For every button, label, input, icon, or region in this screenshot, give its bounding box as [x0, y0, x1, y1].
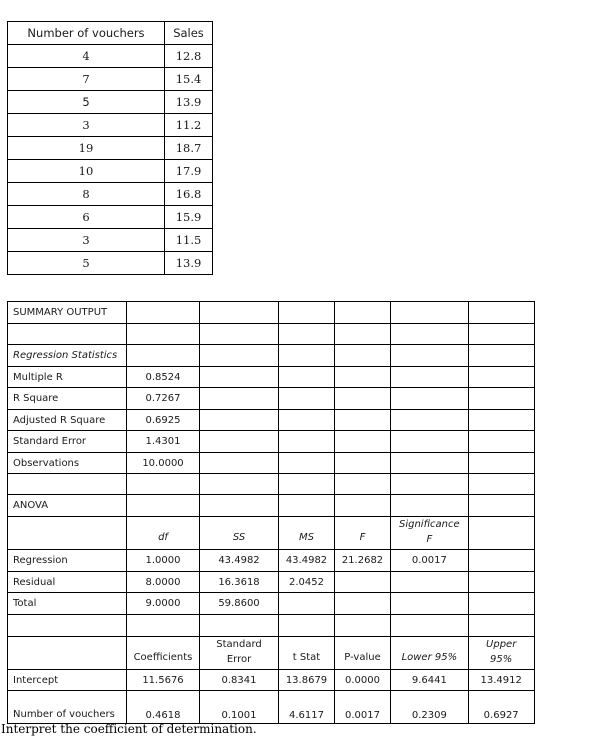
coefficient-row — [8, 691, 535, 724]
vouchers-cell: 3 — [8, 229, 165, 252]
table-row — [8, 183, 213, 206]
coef-t-stat: 4.6117 — [279, 691, 335, 724]
sales-cell: 15.4 — [165, 68, 213, 91]
stat-row — [8, 367, 535, 388]
sales-cell: 11.5 — [165, 229, 213, 252]
stat-row — [8, 388, 535, 410]
anova-df: 9.0000 — [127, 593, 200, 615]
coef-header-upper-95: Upper 95% — [468, 637, 534, 670]
sales-cell: 12.8 — [165, 45, 213, 68]
sales-cell: 15.9 — [165, 206, 213, 229]
vouchers-sales-table — [7, 21, 213, 275]
stat-value: 0.7267 — [127, 388, 200, 410]
sales-cell: 18.7 — [165, 137, 213, 160]
table-row — [8, 45, 213, 68]
anova-ss: 43.4982 — [200, 550, 279, 572]
vouchers-cell: 19 — [8, 137, 165, 160]
vouchers-cell: 4 — [8, 45, 165, 68]
coefficients-header-row — [8, 637, 535, 670]
coef-standard-error: 0.8341 — [200, 670, 279, 691]
table-row — [8, 91, 213, 114]
sales-cell: 13.9 — [165, 91, 213, 114]
sales-cell: 16.8 — [165, 183, 213, 206]
anova-header-df: df — [127, 517, 200, 550]
coef-header-t-stat: t Stat — [279, 637, 335, 670]
coef-header-coefficients: Coefficients — [127, 637, 200, 670]
coef-header-standard-error: Standard Error — [200, 637, 279, 670]
regression-statistics-label: Regression Statistics — [8, 345, 127, 367]
anova-title-row — [8, 495, 535, 517]
blank-row — [8, 615, 535, 637]
coef-row-label: Intercept — [8, 670, 127, 691]
anova-df: 1.0000 — [127, 550, 200, 572]
coef-t-stat: 13.8679 — [279, 670, 335, 691]
anova-df: 8.0000 — [127, 572, 200, 593]
vouchers-cell: 6 — [8, 206, 165, 229]
coef-upper-95: 0.6927 — [468, 691, 534, 724]
anova-header-ss: SS — [200, 517, 279, 550]
stat-row — [8, 410, 535, 431]
anova-f: 21.2682 — [335, 550, 391, 572]
stat-value: 1.4301 — [127, 431, 200, 453]
coef-lower-95: 0.2309 — [391, 691, 469, 724]
coef-header-p-value: P-value — [335, 637, 391, 670]
anova-row — [8, 593, 535, 615]
table-row — [8, 114, 213, 137]
stat-value: 0.6925 — [127, 410, 200, 431]
question-text: Interpret the coefficient of determination. — [1, 722, 257, 736]
coef-value: 0.4618 — [127, 691, 200, 724]
table-row — [8, 137, 213, 160]
anova-ms: 2.0452 — [279, 572, 335, 593]
blank-row — [8, 324, 535, 345]
stat-label: Standard Error — [8, 431, 127, 453]
sales-cell: 17.9 — [165, 160, 213, 183]
table-row — [8, 206, 213, 229]
table-row — [8, 160, 213, 183]
stat-row — [8, 453, 535, 474]
header-sales: Sales — [165, 22, 213, 45]
stat-label: Multiple R — [8, 367, 127, 388]
vouchers-cell: 5 — [8, 252, 165, 275]
coef-p-value: 0.0017 — [335, 691, 391, 724]
stat-label: R Square — [8, 388, 127, 410]
anova-label: ANOVA — [8, 495, 127, 517]
coef-value: 11.5676 — [127, 670, 200, 691]
coef-header-lower-95: Lower 95% — [391, 637, 469, 670]
stat-value: 0.8524 — [127, 367, 200, 388]
coef-standard-error: 0.1001 — [200, 691, 279, 724]
stat-row — [8, 431, 535, 453]
coef-upper-95: 13.4912 — [468, 670, 534, 691]
anova-ms: 43.4982 — [279, 550, 335, 572]
coef-row-label: Number of vouchers — [8, 691, 127, 724]
vouchers-cell: 7 — [8, 68, 165, 91]
table-row — [8, 68, 213, 91]
anova-header-f: F — [335, 517, 391, 550]
vouchers-cell: 5 — [8, 91, 165, 114]
coef-p-value: 0.0000 — [335, 670, 391, 691]
anova-row-label: Regression — [8, 550, 127, 572]
coefficient-row — [8, 670, 535, 691]
anova-row — [8, 550, 535, 572]
table-header-row — [8, 22, 213, 45]
anova-significance-f: 0.0017 — [391, 550, 469, 572]
stat-label: Observations — [8, 453, 127, 474]
vouchers-cell: 10 — [8, 160, 165, 183]
summary-output-table — [7, 301, 535, 724]
vouchers-cell: 8 — [8, 183, 165, 206]
anova-header-row — [8, 517, 535, 550]
vouchers-cell: 3 — [8, 114, 165, 137]
summary-title: SUMMARY OUTPUT — [8, 302, 127, 324]
anova-header-ms: MS — [279, 517, 335, 550]
anova-row-label: Residual — [8, 572, 127, 593]
stat-value: 10.0000 — [127, 453, 200, 474]
blank-row — [8, 474, 535, 495]
sales-cell: 13.9 — [165, 252, 213, 275]
anova-ss: 59.8600 — [200, 593, 279, 615]
anova-row-label: Total — [8, 593, 127, 615]
header-number-of-vouchers: Number of vouchers — [8, 22, 165, 45]
anova-row — [8, 572, 535, 593]
anova-ss: 16.3618 — [200, 572, 279, 593]
regression-statistics-header-row — [8, 345, 535, 367]
table-row — [8, 229, 213, 252]
anova-header-significance-f: Significance F — [391, 517, 469, 550]
table-row — [8, 252, 213, 275]
summary-title-row — [8, 302, 535, 324]
sales-cell: 11.2 — [165, 114, 213, 137]
stat-label: Adjusted R Square — [8, 410, 127, 431]
coef-lower-95: 9.6441 — [391, 670, 469, 691]
